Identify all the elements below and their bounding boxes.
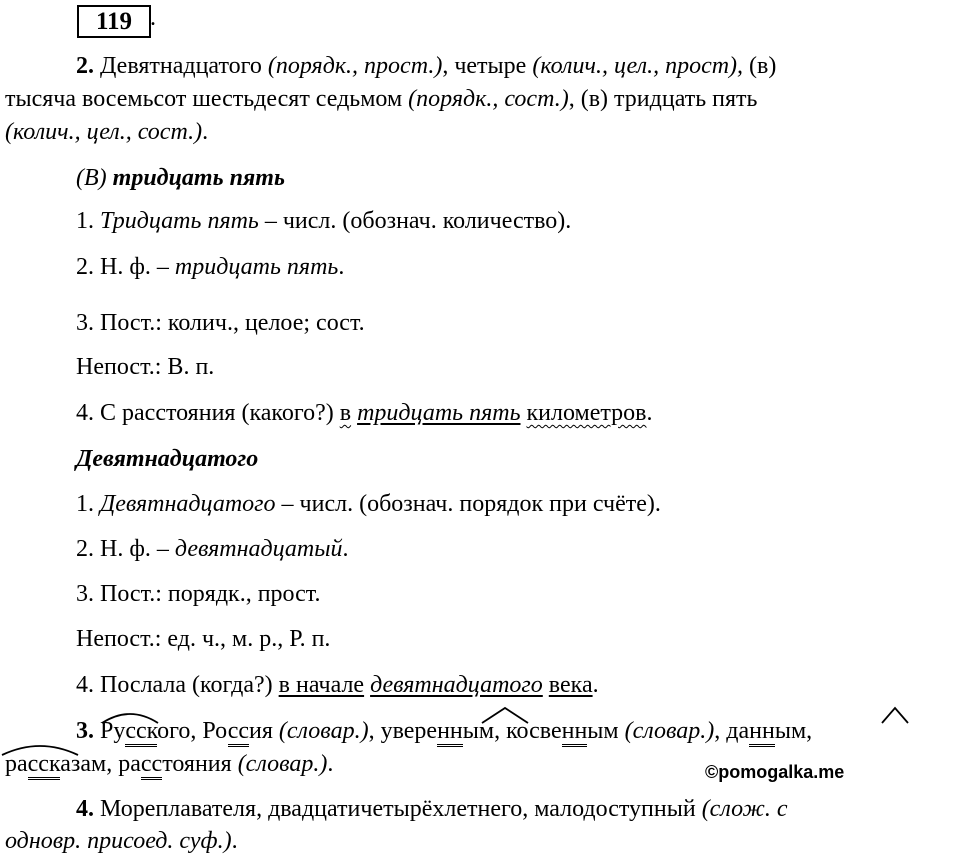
text: , (в) тридцать пять <box>568 86 758 112</box>
text: . <box>592 672 599 698</box>
task-number-box <box>77 5 151 38</box>
text: , да <box>714 718 750 744</box>
header-word: Девятнадцатого <box>76 446 259 472</box>
text: . <box>231 828 238 854</box>
spelling-mark: сс <box>141 751 162 780</box>
analysis1-point3: 3. Пост.: колич., целое; сост. <box>76 310 365 336</box>
preposition: в <box>339 400 352 426</box>
point-number: 1. <box>76 208 94 234</box>
grammar-note: одновр. присоед. суф.) <box>5 828 232 854</box>
analysis1-point3b: Непост.: В. п. <box>76 354 215 380</box>
word: Тридцать пять <box>100 208 259 234</box>
text: тояния <box>162 751 238 777</box>
preposition-underlined: в начале <box>278 672 365 698</box>
noun-underlined: века <box>548 672 593 698</box>
spelling-mark: нн <box>437 718 463 747</box>
text: Мореплавателя, двадцатичетырёхлетнего, малодоступный <box>94 796 702 822</box>
text: ия <box>249 718 279 744</box>
numeral-underlined: тридцать пять <box>357 400 521 426</box>
section4-number: 4. <box>76 796 94 822</box>
grammar-note: (порядк., сост.) <box>408 86 569 112</box>
spelling-mark: нн <box>562 718 588 747</box>
grammar-note: (порядк., прост.) <box>267 53 443 79</box>
text: Девятнадцатого <box>100 53 262 79</box>
grammar-note: (колич., цел., прост), <box>532 53 744 79</box>
text: тысяча восемьсот шестьдесят седьмом <box>5 86 403 112</box>
header-word: тридцать пять <box>112 165 285 191</box>
task-number: 119 <box>95 8 133 35</box>
text: . <box>646 400 653 426</box>
text: азам, ра <box>60 751 141 777</box>
text: (в) <box>749 53 777 79</box>
text: ого, Ро <box>157 718 228 744</box>
text: . <box>202 119 209 145</box>
grammar-note: (слож. с <box>701 796 788 822</box>
text: – числ. (обознач. порядок при счёте). <box>275 491 661 517</box>
section2-line3 <box>5 119 208 147</box>
spelling-mark: сс <box>228 718 249 747</box>
spelling-mark: нн <box>749 718 775 747</box>
grammar-note: (словар.) <box>278 718 369 744</box>
suffix-roof <box>880 705 910 725</box>
analysis2-point1 <box>76 491 661 519</box>
text: . <box>342 536 349 562</box>
point-number: 1. <box>76 491 94 517</box>
section3-number: 3. <box>76 718 94 744</box>
text: , увере <box>368 718 438 744</box>
analysis2-point2 <box>76 536 349 564</box>
noun-wavy: километров <box>526 400 647 426</box>
section2-number: 2. <box>76 53 94 79</box>
spelling-mark: сск <box>28 751 61 780</box>
text: 2. Н. ф. – <box>76 536 175 562</box>
numeral-underlined: девятнадцатого <box>370 672 543 698</box>
text: – числ. (обознач. количество). <box>258 208 572 234</box>
header-prefix: (В) <box>76 165 107 191</box>
section2-line2 <box>5 86 757 114</box>
grammar-note: (колич., цел., сост.) <box>5 119 203 145</box>
analysis2-point3b: Непост.: ед. ч., м. р., Р. п. <box>76 626 331 652</box>
text: . <box>338 254 345 280</box>
grammar-note: (словар.) <box>237 751 328 777</box>
word: тридцать пять <box>174 254 339 280</box>
text: 4. С расстояния (какого?) <box>76 400 340 426</box>
grammar-note: (словар.) <box>624 718 715 744</box>
text: . <box>327 751 334 777</box>
section2-line1 <box>76 53 776 81</box>
section4-line1 <box>76 796 787 824</box>
analysis1-point2 <box>76 254 344 282</box>
section3-line1 <box>76 718 812 746</box>
text: 2. Н. ф. – <box>76 254 175 280</box>
task-number-dot: . <box>150 5 156 31</box>
section3-line2 <box>5 751 333 779</box>
analysis1-point1 <box>76 208 571 236</box>
spelling-mark: сск <box>125 718 157 747</box>
text: 4. Послала (когда?) <box>76 672 279 698</box>
word: Девятнадцатого <box>100 491 276 517</box>
text: ым, <box>774 718 813 744</box>
watermark: ©pomogalka.me <box>705 762 845 782</box>
text: ра <box>5 751 28 777</box>
word: девятнадцатый <box>174 536 343 562</box>
analysis2-point3: 3. Пост.: порядк., прост. <box>76 581 321 607</box>
text: ым <box>587 718 625 744</box>
analysis1-point4 <box>76 400 652 428</box>
analysis2-point4 <box>76 672 599 700</box>
analysis1-header <box>76 165 285 193</box>
text: Ру <box>100 718 126 744</box>
text: , четыре <box>442 53 527 79</box>
section4-line2 <box>5 828 238 856</box>
text: ым, косве <box>462 718 562 744</box>
analysis2-header <box>76 446 258 474</box>
